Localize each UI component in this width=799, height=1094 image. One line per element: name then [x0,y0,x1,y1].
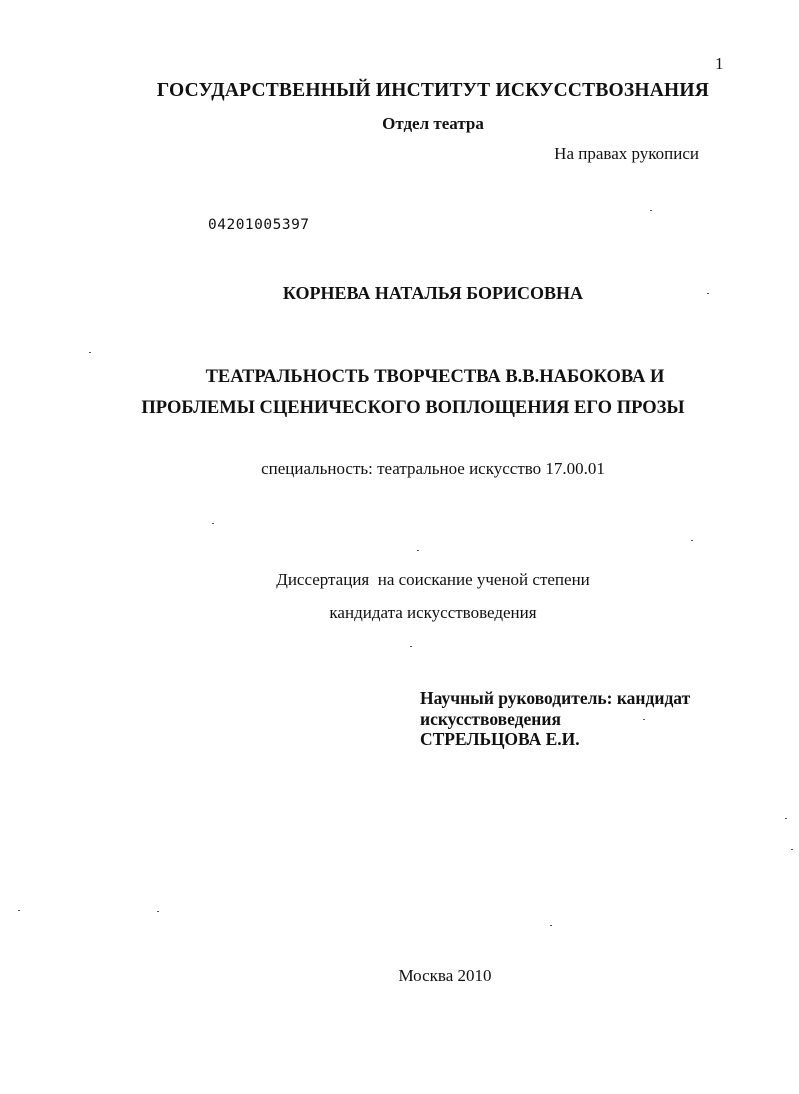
dissertation-line-2: кандидата искусствоведения [329,603,537,622]
scan-speck [791,849,793,850]
scan-speck [417,550,419,551]
scan-speck [707,293,709,294]
scan-speck [691,540,693,541]
catalog-code: 04201005397 [208,217,310,233]
specialty: специальность: театральное искусство 17.00.01 [261,459,605,478]
supervisor-line-2: искусствоведения [420,709,561,729]
scan-speck [550,925,552,926]
scan-speck [89,352,91,353]
scan-speck [157,911,159,912]
department-name: Отдел театра [382,114,484,133]
dissertation-line-1: Диссертация на соискание ученой степени [276,570,590,589]
scan-speck [643,719,645,720]
author-name: КОРНЕВА НАТАЛЬЯ БОРИСОВНА [282,283,584,303]
scan-speck [212,523,214,524]
supervisor-line-3: СТРЕЛЬЦОВА Е.И. [420,729,580,749]
scan-speck [410,646,412,647]
scan-speck [650,210,652,211]
supervisor-line-1: Научный руководитель: кандидат [420,688,691,708]
thesis-title-line-1: ТЕАТРАЛЬНОСТЬ ТВОРЧЕСТВА В.В.НАБОКОВА И [205,367,665,387]
institute-name: ГОСУДАРСТВЕННЫЙ ИНСТИТУТ ИСКУССТВОЗНАНИЯ [156,80,710,101]
page-number: 1 [715,54,724,73]
thesis-title-line-2: ПРОБЛЕМЫ СЦЕНИЧЕСКОГО ВОПЛОЩЕНИЯ ЕГО ПРОЗЫ [141,398,685,418]
manuscript-note: На правах рукописи [554,144,699,163]
scan-speck [785,818,787,819]
city-year: Москва 2010 [398,966,492,985]
scan-speck [18,910,20,911]
